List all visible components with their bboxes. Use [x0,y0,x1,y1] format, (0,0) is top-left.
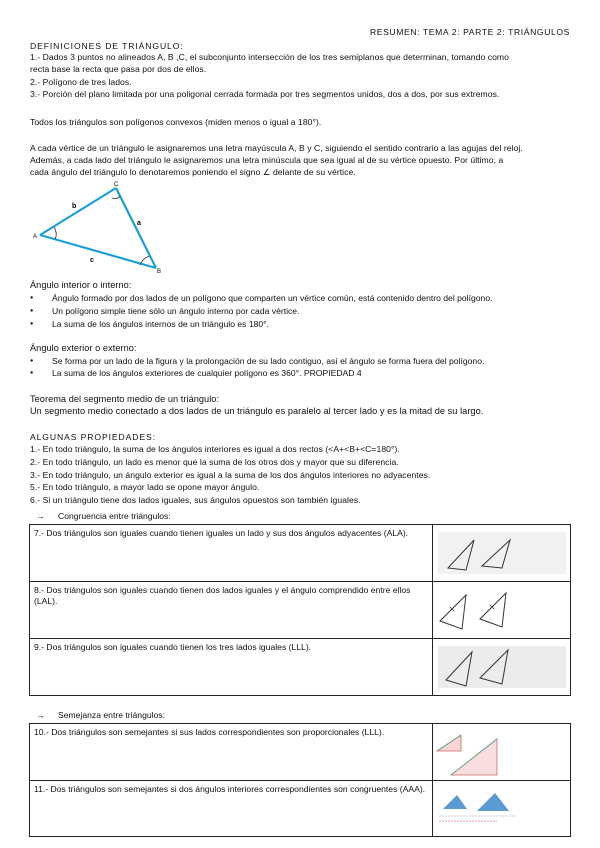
property-item: 1.- En todo triángulo, la suma de los ángulos interiores es igual a dos rectos (<A+<B+<C=180°). [30,444,400,454]
midsegment-text: Un segmento medio conectado a dos lados de un triángulo es paralelo al tercer lado y es la mitad de su largo. [30,406,484,416]
congruence-table [29,524,571,696]
convex-note: Todos los triángulos son polígonos convexos (miden menos o igual a 180°). [30,117,322,127]
properties-title: ALGUNAS PROPIEDADES: [30,432,156,442]
vertex-label: A [33,234,38,240]
notation-line: Además, a cada lado del triángulo le asignaremos una letra minúscula que sea igual al de su vértice opuesto. Por último, a [30,155,504,165]
interior-bullet: ● La suma de los ángulos internos de un triángulo es 180°. [52,319,269,330]
criterion-figure [433,582,571,639]
notation-line: A cada vértice de un triángulo le asignaremos una letra mayúscula A, B y C, siguiendo el sentido contrario a las agujas del reloj. [30,143,523,153]
interior-bullet: ● Un polígono simple tiene sólo un ángulo interno por cada vértice. [52,306,299,317]
criterion-figure [433,724,571,781]
property-item: 6.- Si un triángulo tiene dos lados iguales, sus ángulos opuestos son también iguales. [30,495,361,505]
lll-triangles-figure [438,646,566,688]
table-row [30,781,571,837]
criterion-figure [433,525,571,582]
vertex-label: B [157,269,162,275]
side-label: b [72,203,77,210]
criterion-text: 8.- Dos triángulos son iguales cuando tienen dos lados iguales y el ángulo comprendido entre ellos (LAL). [30,582,433,639]
congruence-heading: → Congruencia entre triángulos: [36,511,171,521]
interior-title: Ángulo interior o interno: [30,280,132,290]
interior-bullet: ● Ángulo formado por dos lados de un polígono que comparten un vértice común, está contenido dentro del polígono. [52,293,493,304]
exterior-bullet: ● La suma de los ángulos exteriores de cualquier polígono es 360°. PROPIEDAD 4 [52,368,362,379]
definition-line: recta base la recta que pasa por dos de ellos. [30,64,207,74]
side-label: a [137,220,141,227]
similarity-table [29,723,571,837]
midsegment-title: Teorema del segmento medio de un triángulo: [30,394,220,404]
side-label: c [90,257,94,264]
definition-line: 3.- Porción del plano limitada por una poligonal cerrada formada por tres segmentos unidos, dos a dos, por sus extremos. [30,89,500,99]
property-item: 3.- En todo triángulo, un ángulo exterior es igual a la suma de los dos ángulos interiores no adyacentes. [30,470,431,480]
criterion-figure [433,781,571,837]
definition-line: 1.- Dados 3 puntos no alineados A, B ,C, el subconjunto intersección de los tres semiplanos que determinan, tomando como [30,52,509,62]
similar-lll-figure [435,729,521,777]
similarity-heading: → Semejanza entre triángulos: [36,710,166,720]
criterion-text: 7.- Dos triángulos son iguales cuando tienen iguales un lado y sus dos ángulos adyacentes (ALA). [30,525,433,582]
exterior-title: Ángulo exterior o externo: [30,343,137,353]
similar-aaa-figure [437,789,547,829]
vertex-label: C [114,182,119,188]
table-row [30,724,571,781]
page-header: RESUMEN: TEMA 2: PARTE 2: TRIÁNGULOS [369,27,570,37]
arrow-icon: → [36,511,45,521]
table-row [30,525,571,582]
property-item: 2.- En todo triángulo, un lado es menor que la suma de los otros dos y mayor que su diferencia. [30,457,399,467]
arrow-icon: → [36,710,45,720]
table-row [30,639,571,696]
lal-triangles-figure [436,589,566,633]
exterior-bullet: ● Se forma por un lado de la figura y la prolongación de su lado contiguo, así el ángulo se forma fuera del polígono. [52,356,484,367]
criterion-text: 10.- Dos triángulos son semejantes si sus lados correspondientes son proporcionales (LLL). [30,724,433,781]
definitions-title: DEFINICIONES DE TRIÁNGULO: [30,41,184,51]
criterion-text: 11.- Dos triángulos son semejantes si dos ángulos interiores correspondientes son congruentes (AAA). [30,781,433,837]
ala-triangles-figure [438,532,566,574]
triangle-diagram [28,180,168,275]
table-row [30,582,571,639]
notation-line: cada ángulo del triángulo lo denotaremos poniendo el signo ∠ delante de su vértice. [30,167,356,177]
property-item: 5.- En todo triángulo, a mayor lado se opone mayor ángulo. [30,482,260,492]
definition-line: 2.- Polígono de tres lados. [30,77,132,87]
criterion-text: 9.- Dos triángulos son iguales cuando tienen los tres lados iguales (LLL). [30,639,433,696]
criterion-figure [433,639,571,696]
